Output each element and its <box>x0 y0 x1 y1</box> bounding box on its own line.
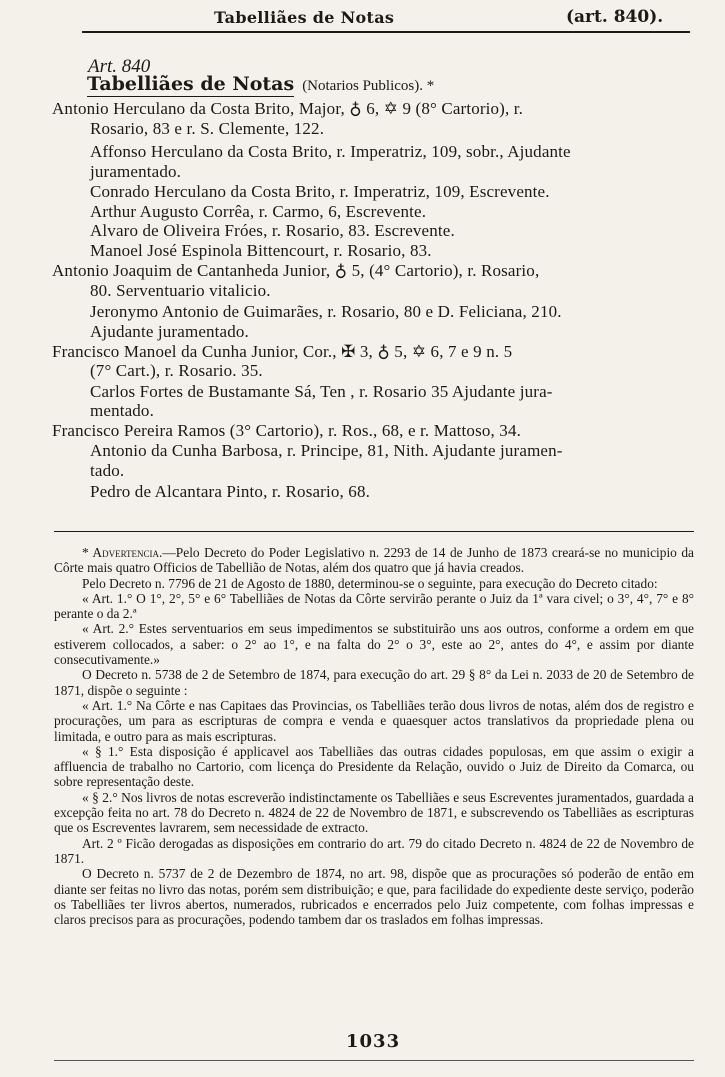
entry-line: Conrado Herculano da Costa Brito, r. Imperatriz, 109, Escrevente. <box>90 182 550 201</box>
footnote-paragraph: O Decreto n. 5738 de 2 de Setembro de 1874, para execução do art. 29 § 8° da Lei n. 2033 de 20 de Setembro de 1871, dispõe o seguinte : <box>54 667 694 698</box>
footnote-label: * Advertencia. <box>82 545 163 560</box>
footnote-quote: « § 2.° Nos livros de notas escreverão indistinctamente os Tabelliães e seus Escreventes juramentados, guardada a excepção feita no art. 78 do Decreto n. 4824 de 22 de Novembro de 1871, e subscrevendo os Tabelliães as escripturas que os Escreventes lavrarem, sem necessidade de extracto. <box>54 789 694 836</box>
entry-line: Rosario, 83 e r. S. Clemente, 122. <box>90 119 325 138</box>
entry-line: Alvaro de Oliveira Fróes, r. Rosario, 83. Escrevente. <box>90 221 455 240</box>
entry-line: Ajudante juramentado. <box>90 322 249 341</box>
footnote-paragraph: O Decreto n. 5737 de 2 de Dezembro de 1874, no art. 98, dispõe que as procurações só poderão de então em diante ser feitas no livro das notas, porém sem distribuição; e que, para facilidade do expediente deste serviço, poderão os Tabelliães ter livros abertos, numerados, rubricados e encerrados pelo Juiz competente, com folhas impressas e claros precisos para as procurações, podendo tambem dar os traslados em folhas impressas. <box>54 866 694 928</box>
section-subtitle: (Notarios Publicos). * <box>302 78 435 94</box>
footnote-quote: « Art. 2.° Estes serventuarios em seus impedimentos se substituirão uns aos outros, conforme a ordem em que estiverem collocados, a saber: o 2° ao 1°, e na falta do 2° o 3°, este ao 2°, antes do 4°, e assim por diante consecutivamente.» <box>54 621 694 668</box>
footnote-quote: « Art. 1.° Na Côrte e nas Capitaes das Provincias, os Tabelliães terão dous livros de notas, além dos de registro e procurações, um para as escripturas de compra e venda e quaesquer actos translativos da propriedade plena ou limitada, e outro para as mais escripturas. <box>54 697 694 744</box>
entry-line: Jeronymo Antonio de Guimarães, r. Rosario, 80 e D. Feliciana, 210. <box>90 302 562 321</box>
footnote-paragraph <box>54 545 694 576</box>
footnote-paragraph: Pelo Decreto n. 7796 de 21 de Agosto de 1880, determinou-se o seguinte, para execução do Decreto citado: <box>82 575 658 591</box>
footnote-text: —Pelo Decreto do Poder Legislativo n. 2293 de 14 de Junho de 1873 creará-se no municipio da Côrte mais quatro Officios de Tabellião de Notas, além dos quatro que já havia creados. <box>54 545 694 576</box>
entry-line: Antonio da Cunha Barbosa, r. Principe, 81, Nith. Ajudante juramen- <box>90 441 563 460</box>
bottom-rule <box>54 1060 694 1061</box>
entry-line: Arthur Augusto Corrêa, r. Carmo, 6, Escrevente. <box>90 202 427 221</box>
entry-line: 80. Serventuario vitalicio. <box>90 281 271 300</box>
footnote-quote: « § 1.° Esta disposição é applicavel aos Tabelliães das outras cidades populosas, em que assim o exigir a affluencia de trabalho no Cartorio, com licença do Presidente da Relação, ouvido o Juiz de Direito da Comarca, ou sobre representação deste. <box>54 743 694 790</box>
entry-line: Antonio Herculano da Costa Brito, Major, ♁ 6, ✡ 9 (8° Cartorio), r. <box>52 99 524 118</box>
entry-line: Francisco Manoel da Cunha Junior, Cor., ✠ 3, ♁ 5, ✡ 6, 7 e 9 n. 5 <box>52 342 513 361</box>
section-title-text: Tabelliães de Notas <box>87 73 295 95</box>
footnote-quote: « Art. 1.° O 1°, 2°, 5° e 6° Tabelliães de Notas da Côrte servirão perante o Juiz da 1ª vara civel; o 3°, 4°, 7° e 8° perante o da 2.ª <box>54 590 694 622</box>
entry-line: Carlos Fortes de Bustamante Sá, Ten , r. Rosario 35 Ajudante jura- <box>90 382 553 401</box>
header-rule <box>82 31 690 33</box>
running-header-reference: (art. 840). <box>566 7 664 27</box>
entry-line: Manoel José Espinola Bittencourt, r. Rosario, 83. <box>90 241 432 260</box>
entry-line: tado. <box>90 461 125 480</box>
entry-line: Francisco Pereira Ramos (3° Cartorio), r. Ros., 68, e r. Mattoso, 34. <box>52 421 521 440</box>
entry-line: (7° Cart.), r. Rosario. 35. <box>90 361 263 380</box>
page-number: 1033 <box>346 1031 401 1052</box>
entry-line: juramentado. <box>90 162 182 181</box>
section-title <box>87 73 434 95</box>
entry-line: Antonio Joaquim de Cantanheda Junior, ♁ 5, (4° Cartorio), r. Rosario, <box>52 261 540 280</box>
entry-line: Affonso Herculano da Costa Brito, r. Imperatriz, 109, sobr., Ajudante <box>90 142 571 161</box>
running-header-title: Tabelliães de Notas <box>214 8 395 27</box>
footnote <box>54 545 694 927</box>
entry-line: Pedro de Alcantara Pinto, r. Rosario, 68. <box>90 482 370 501</box>
entry-line: mentado. <box>90 401 154 420</box>
footnote-rule <box>54 531 694 532</box>
footnote-paragraph: Art. 2 º Ficão derogadas as disposições em contrario do art. 79 do citado Decreto n. 4824 de 22 de Novembro de 1871. <box>54 835 694 866</box>
article-number: Art. 840 <box>88 56 151 77</box>
